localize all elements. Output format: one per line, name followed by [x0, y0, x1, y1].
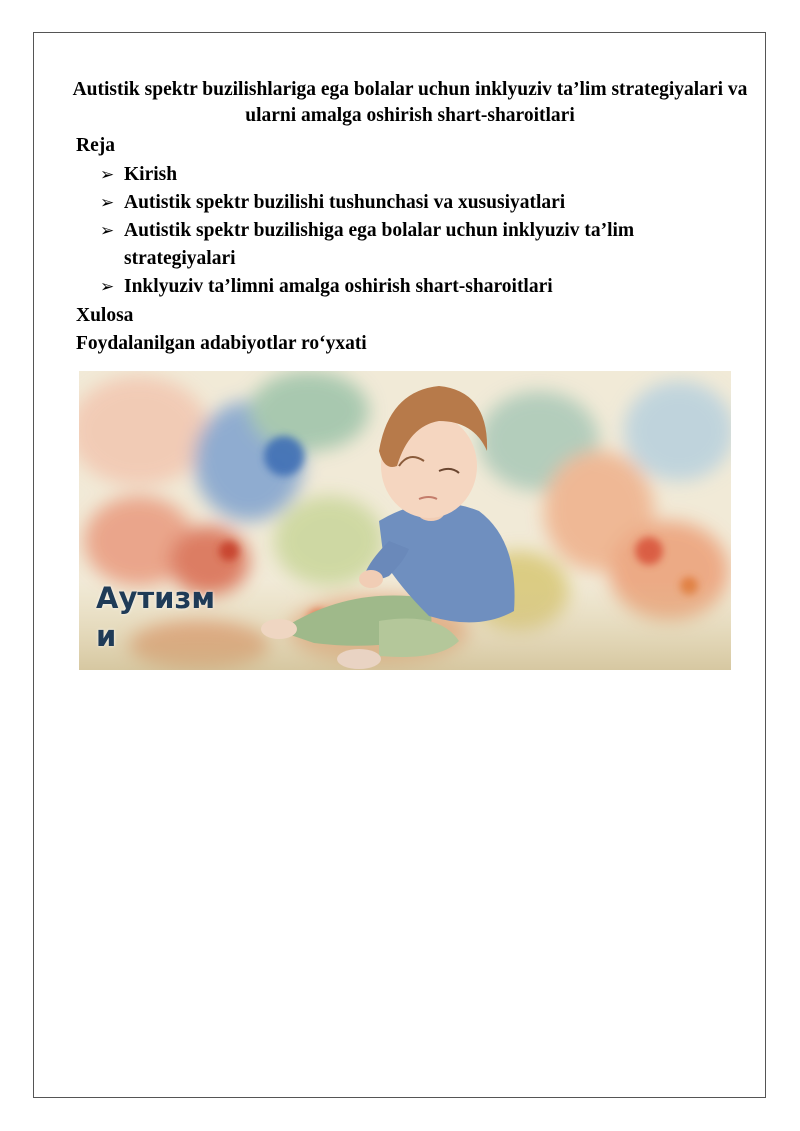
plan-item: [100, 273, 740, 301]
overlay-line: Аутизм: [96, 581, 216, 615]
document-title: Autistik spektr buzilishlariga ega bolalar uchun inklyuziv ta’lim strategiyalari va ularni amalga oshirish shart-sharoitlari: [72, 79, 748, 126]
plan-item-label: Autistik spektr buzilishi tushunchasi va xususiyatlari: [124, 192, 566, 213]
plan-item: [100, 217, 740, 273]
plan-item-label: Inklyuziv ta’limni amalga oshirish shart-sharoitlari: [124, 276, 553, 297]
plan-item-label: Autistik spektr buzilishiga ega bolalar uchun inklyuziv ta’lim strategiyalari: [124, 220, 635, 269]
arrow-bullet-icon: ➢: [100, 277, 115, 297]
child-watercolor-illustration: [79, 371, 731, 670]
references-heading: Foydalanilgan adabiyotlar ro‘yxati: [76, 333, 367, 354]
arrow-bullet-icon: ➢: [100, 165, 115, 185]
arrow-bullet-icon: ➢: [100, 193, 115, 213]
plan-item-label: Kirish: [124, 164, 178, 185]
conclusion-heading: Xulosa: [76, 305, 134, 326]
plan-item: [100, 189, 740, 217]
plan-heading: Reja: [76, 135, 115, 156]
plan-item: [100, 161, 740, 189]
overlay-line: и: [96, 619, 117, 653]
arrow-bullet-icon: ➢: [100, 221, 115, 241]
overlay-caption: [96, 579, 215, 655]
plan-list: [100, 161, 740, 301]
